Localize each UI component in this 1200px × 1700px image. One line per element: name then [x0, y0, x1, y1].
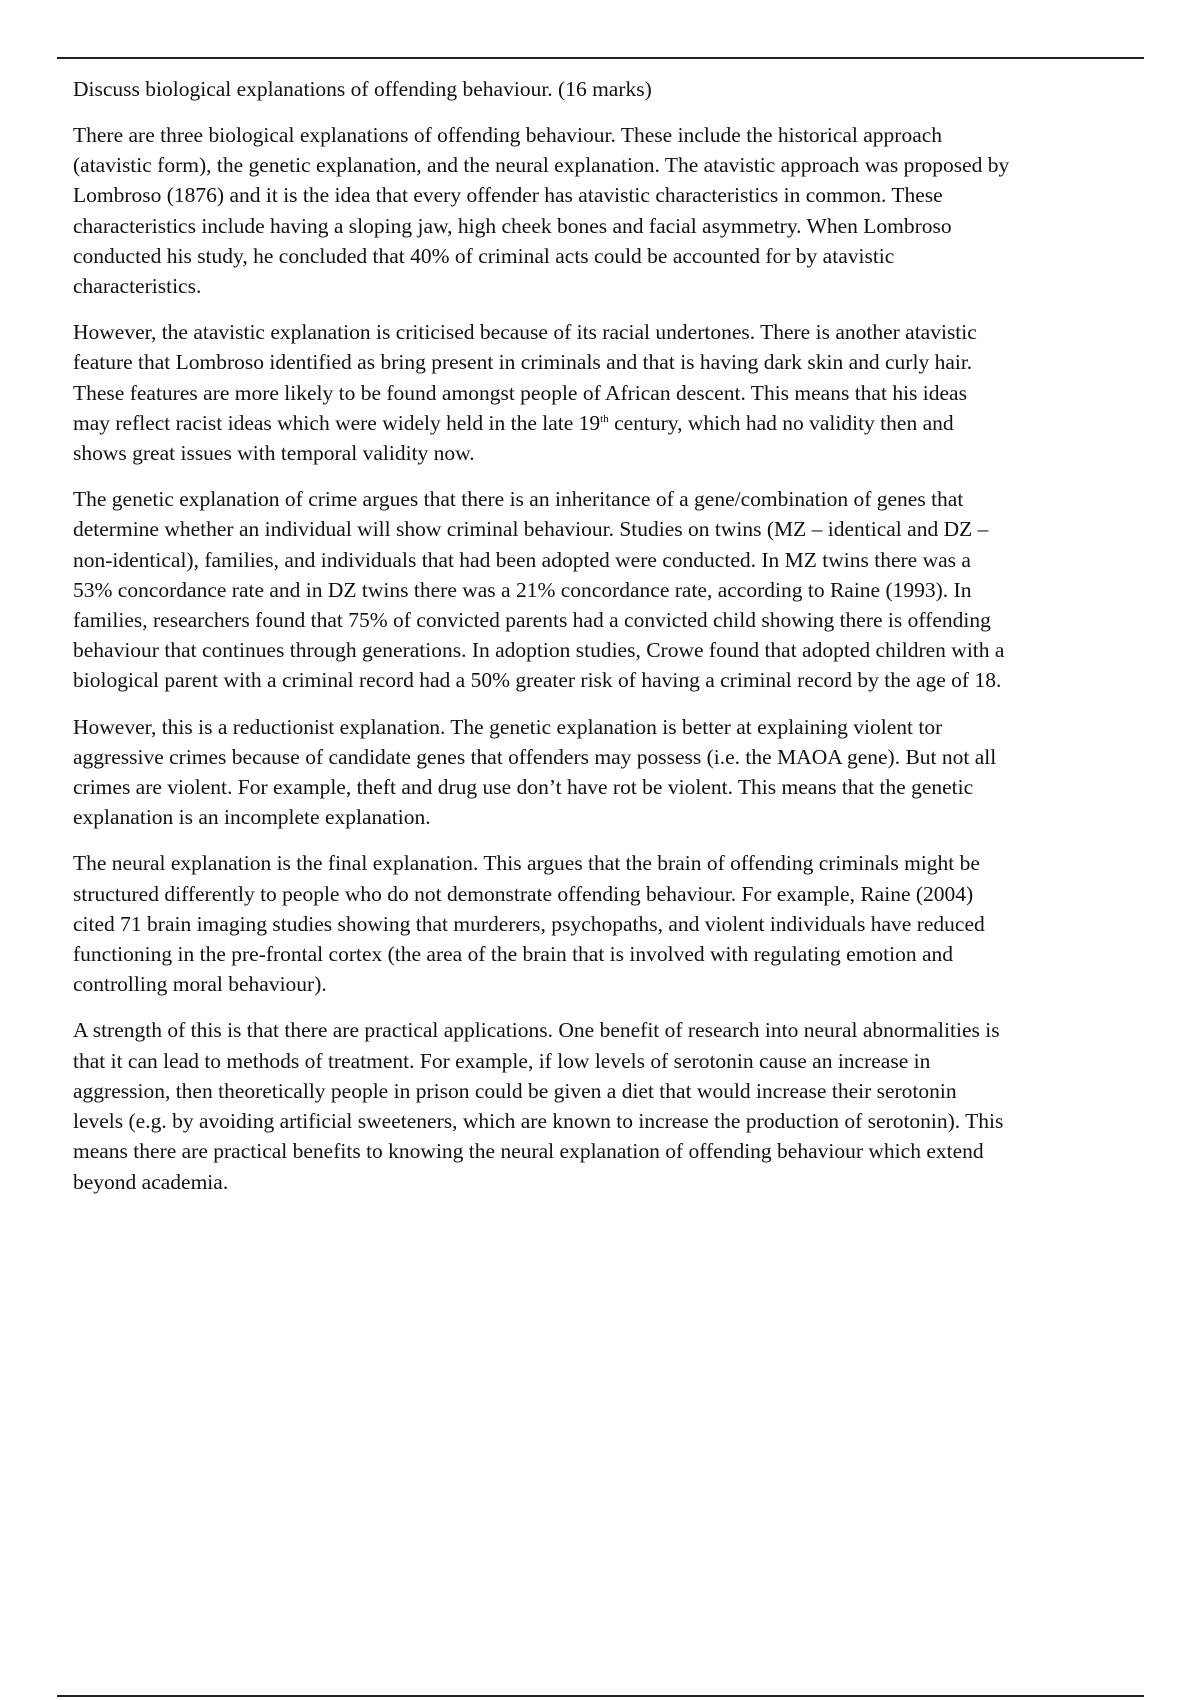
text-line: biological parent with a criminal record had a 50% greater risk of having a criminal record by the age of 18. [73, 668, 1002, 693]
text-line: explanation is an incomplete explanation. [73, 805, 431, 830]
text-line: These features are more likely to be found amongst people of African descent. This means that his ideas [73, 380, 967, 405]
text-line: controlling moral behaviour). [73, 972, 327, 997]
text-line: determine whether an individual will show criminal behaviour. Studies on twins (MZ – identical and DZ – [73, 517, 989, 542]
text-line: levels (e.g. by avoiding artificial sweeteners, which are known to increase the production of serotonin). This [73, 1109, 1004, 1134]
bottom-rule [57, 1695, 1144, 1697]
text-segment: may reflect racist ideas which were widely held in the late 19 [73, 410, 601, 435]
paragraph-6 [73, 1015, 1135, 1196]
text-line: shows great issues with temporal validity now. [73, 441, 475, 466]
text-line: cited 71 brain imaging studies showing that murderers, psychopaths, and violent individuals have reduced [73, 911, 985, 936]
text-line: characteristics. [73, 274, 202, 299]
text-line: families, researchers found that 75% of convicted parents had a convicted child showing there is offending [73, 608, 991, 633]
text-line: Lombroso (1876) and it is the idea that every offender has atavistic characteristics in common. These [73, 183, 943, 208]
paragraph-1 [73, 120, 1135, 301]
text-line: behaviour that continues through generations. In adoption studies, Crowe found that adopted children with a [73, 638, 1005, 663]
text-line: structured differently to people who do not demonstrate offending behaviour. For example, Raine (2004) [73, 881, 974, 906]
text-line: beyond academia. [73, 1169, 229, 1194]
text-line: The neural explanation is the final explanation. This argues that the brain of offending criminals might be [73, 851, 980, 876]
text-line: non-identical), families, and individuals that had been adopted were conducted. In MZ twins there was a [73, 547, 971, 572]
paragraph-2 [73, 317, 1135, 468]
essay-content [73, 74, 1135, 1213]
text-line: feature that Lombroso identified as bring present in criminals and that is having dark skin and curly hair. [73, 350, 973, 375]
text-line-with-superscript [73, 408, 1135, 438]
text-line: conducted his study, he concluded that 40% of criminal acts could be accounted for by atavistic [73, 243, 895, 268]
text-line: aggression, then theoretically people in prison could be given a diet that would increase their serotonin [73, 1078, 957, 1103]
text-line: However, the atavistic explanation is criticised because of its racial undertones. There is another atavistic [73, 320, 977, 345]
text-segment: century, which had no validity then and [608, 410, 954, 435]
text-line: means there are practical benefits to knowing the neural explanation of offending behaviour which extend [73, 1139, 984, 1164]
text-line: However, this is a reductionist explanation. The genetic explanation is better at explaining violent tor [73, 714, 943, 739]
text-line: (atavistic form), the genetic explanation, and the neural explanation. The atavistic approach was proposed by [73, 153, 1010, 178]
ordinal-superscript: th [600, 412, 609, 425]
text-line: The genetic explanation of crime argues that there is an inheritance of a gene/combination of genes that [73, 487, 964, 512]
paragraph-3 [73, 484, 1135, 695]
text-line: crimes are violent. For example, theft and drug use don’t have rot be violent. This means that the genetic [73, 775, 974, 800]
top-rule [57, 57, 1144, 59]
text-line: There are three biological explanations of offending behaviour. These include the historical approach [73, 123, 943, 147]
text-line: that it can lead to methods of treatment. For example, if low levels of serotonin cause an increase in [73, 1048, 931, 1073]
text-line: A strength of this is that there are practical applications. One benefit of research into neural abnormalities is [73, 1018, 1000, 1043]
text-line: characteristics include having a sloping jaw, high cheek bones and facial asymmetry. When Lombroso [73, 213, 952, 238]
text-line: 53% concordance rate and in DZ twins there was a 21% concordance rate, according to Raine (1993). In [73, 577, 972, 602]
text-line: functioning in the pre-frontal cortex (the area of the brain that is involved with regulating emotion and [73, 942, 954, 967]
essay-question: Discuss biological explanations of offending behaviour. (16 marks) [73, 77, 652, 101]
text-line: aggressive crimes because of candidate genes that offenders may possess (i.e. the MAOA gene). But not all [73, 744, 997, 769]
paragraph-5 [73, 848, 1135, 999]
paragraph-4 [73, 712, 1135, 833]
